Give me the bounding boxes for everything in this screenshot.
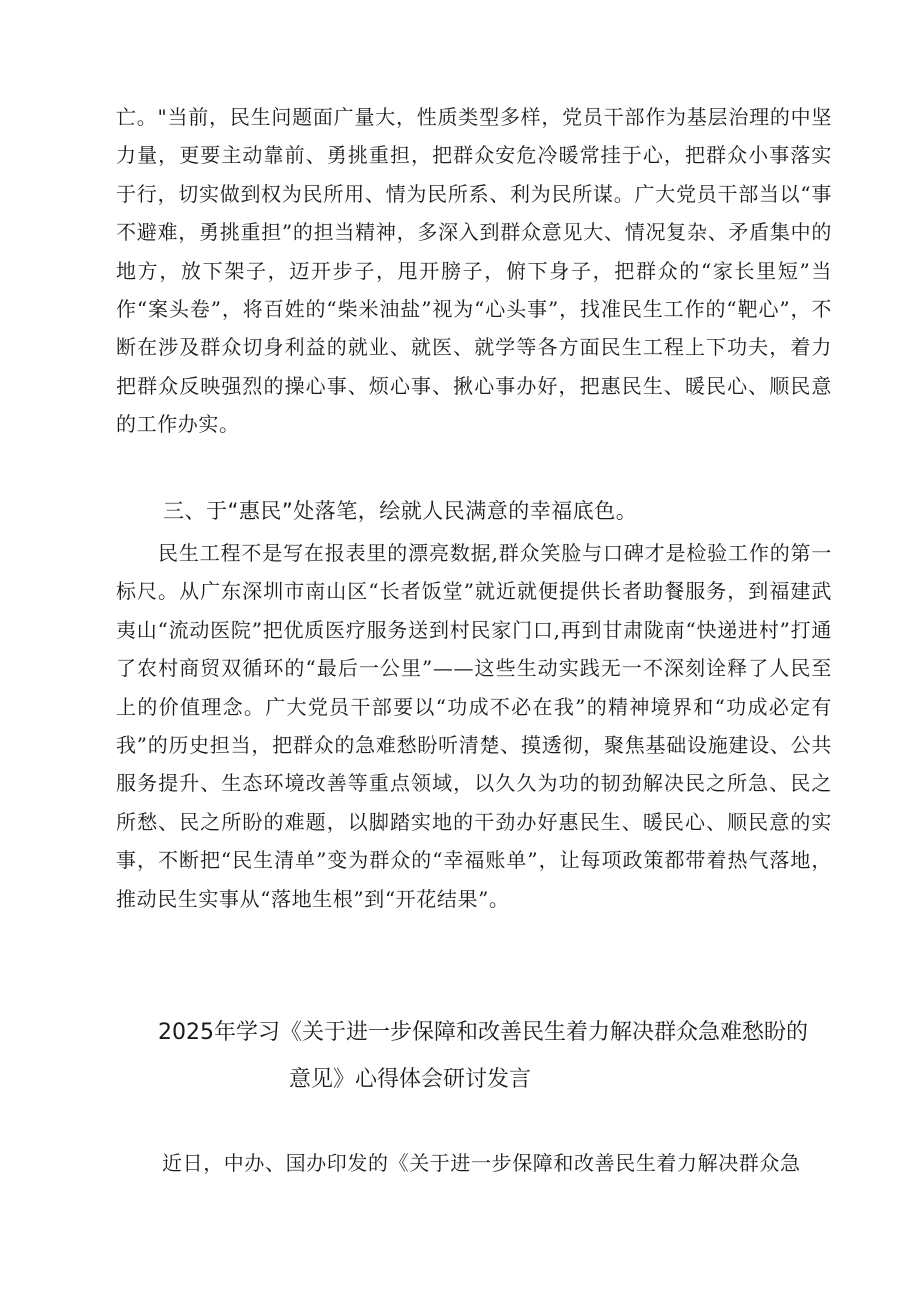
section-heading-3: 三、于“惠民”处落笔，绘就人民满意的幸福底色。: [163, 499, 638, 523]
body-paragraph-2: 民生工程不是写在报表里的漂亮数据,群众笑脸与口碑才是检验工作的第一标尺。从广东深圳市南山区“长者饭堂”就近就便提供长者助餐服务，到福建武夷山“流动医院”把优质医疗服务送到村民家门口,再到甘肃陇南“快递进村”打通了农村商贸双循环的“最后一公里”——这些生动实践无一不深刻诠释了人民至上的价值理念。广大党员干部要以“功成不必在我”的精神境界和“功成必定有我”的历史担当，把群众的急难愁盼听清楚、摸透彻，聚焦基础设施建设、公共服务提升、生态环境改善等重点领域，以久久为功的韧劲解决民之所急、民之所愁、民之所盼的难题，以脚踏实地的干劲办好惠民生、暖民心、顺民意的实事，不断把“民生清单”变为群众的“幸福账单”，让每项政策都带着热气落地，推动民生实事从“落地生根”到“开花结果”。: [116, 541, 832, 911]
article-title-line-1: 2025年学习《关于进一步保障和改善民生着力解决群众急难愁盼的: [158, 1020, 808, 1045]
body-paragraph-3: 近日，中办、国办印发的《关于进一步保障和改善民生着力解决群众急: [162, 1151, 801, 1175]
article-title-line-2: 意见》心得体会研讨发言: [289, 1067, 532, 1092]
body-paragraph-1: 亡。"当前，民生问题面广量大，性质类型多样，党员干部作为基层治理的中坚力量，更要主动靠前、勇挑重担，把群众安危冷暖常挂于心，把群众小事落实于行，切实做到权为民所用、情为民所系、利为民所谋。广大党员干部当以“事不避难，勇挑重担”的担当精神，多深入到群众意见大、情况复杂、矛盾集中的地方，放下架子，迈开步子，甩开膀子，俯下身子，把群众的“家长里短”当作“案头卷”，将百姓的“柴米油盐”视为“心头事”，找准民生工作的“靶心”，不断在涉及群众切身利益的就业、就医、就学等各方面民生工程上下功夫，着力把群众反映强烈的操心事、烦心事、揪心事办好，把惠民生、暖民心、顺民意的工作办实。: [116, 105, 832, 437]
